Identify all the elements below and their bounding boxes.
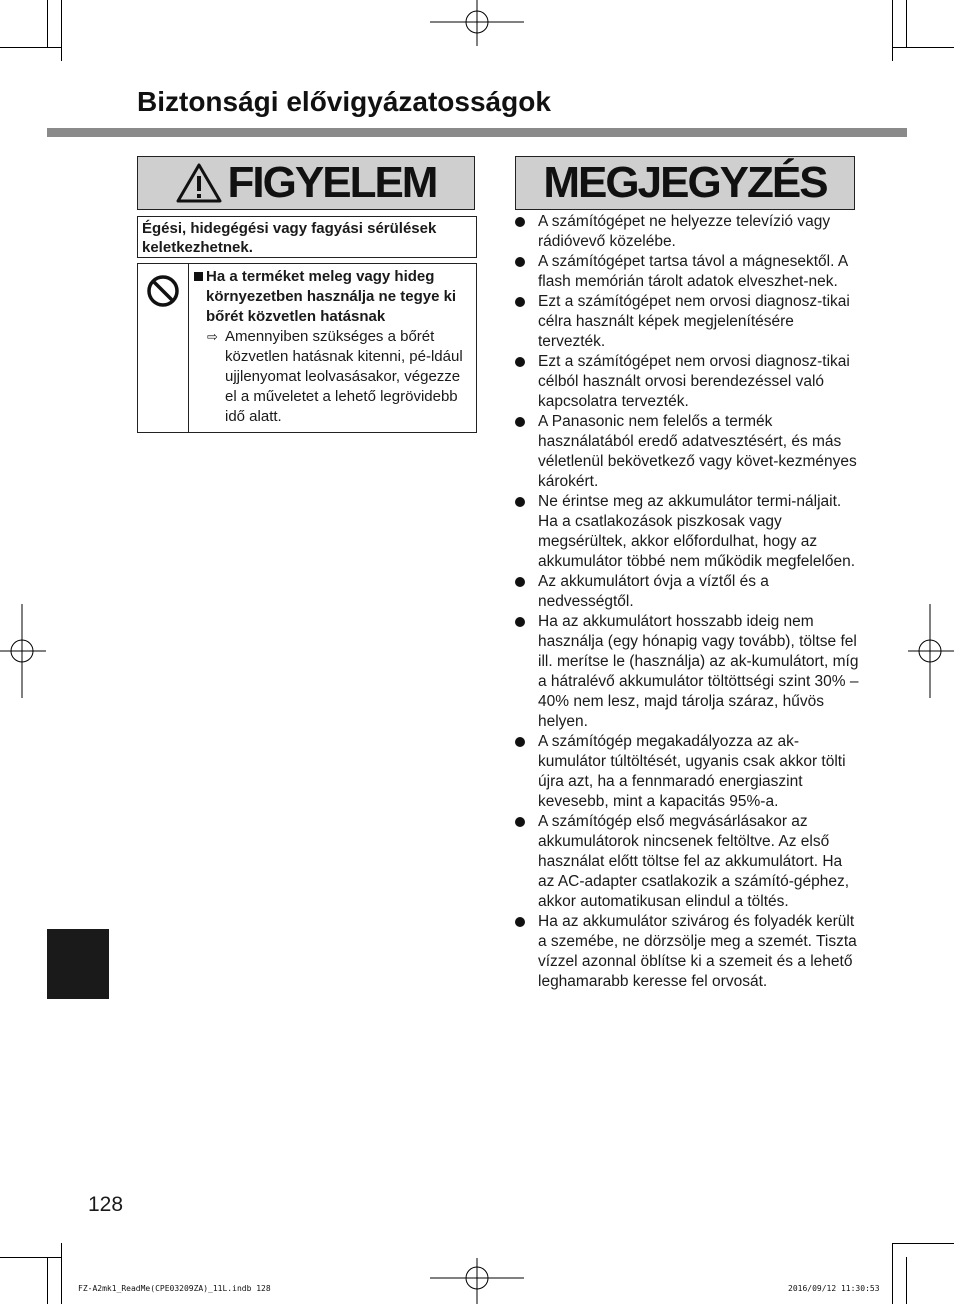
prohibition-icon bbox=[146, 274, 180, 308]
bullet-dot-icon bbox=[515, 577, 525, 587]
notes-heading: MEGJEGYZÉS bbox=[543, 158, 827, 207]
guidance-item bbox=[194, 327, 474, 427]
bullet-dot-icon bbox=[515, 817, 525, 827]
prohibition-text: Ha a terméket meleg vagy hideg környezetben használja ne tegye ki bőrét közvetlen hatásnak bbox=[206, 268, 457, 325]
registration-mark-top bbox=[430, 0, 524, 48]
list-item bbox=[515, 352, 859, 412]
title-rule bbox=[47, 128, 907, 137]
bullet-dot-icon bbox=[515, 617, 525, 627]
list-item bbox=[515, 412, 859, 492]
list-item bbox=[515, 292, 859, 352]
page-number: 128 bbox=[88, 1193, 124, 1216]
note-text: Ezt a számítógépet nem orvosi diagnosz-tikai célból használt orvosi berendezéssel való kapcsolatra tervezték. bbox=[538, 353, 850, 410]
bullet-dot-icon bbox=[515, 217, 525, 227]
list-item bbox=[515, 212, 859, 252]
prohibition-icon-cell bbox=[138, 264, 189, 432]
note-text: A számítógépet tartsa távol a mágnesektől. A flash memórián tárolt adatok elveszhet-nek. bbox=[538, 253, 848, 290]
instruction-body bbox=[194, 267, 474, 427]
list-item bbox=[515, 252, 859, 292]
guidance-text: Amennyiben szükséges a bőrét közvetlen hatásnak kitenni, pé-ldául ujjlenyomat leolvasásakor, végezze el a műveletet a lehető legrövidebb idő alatt. bbox=[225, 328, 463, 425]
bullet-dot-icon bbox=[515, 737, 525, 747]
bullet-dot-icon bbox=[515, 357, 525, 367]
note-text: A Panasonic nem felelős a termék használatából eredő adatvesztésért, és más véletlenül bekövetkező vagy követ-kezményes károkért. bbox=[538, 413, 857, 490]
bullet-dot-icon bbox=[515, 917, 525, 927]
notes-header bbox=[515, 156, 855, 210]
registration-mark-bottom bbox=[430, 1256, 524, 1304]
note-text: Az akkumulátort óvja a víztől és a nedvességtől. bbox=[538, 573, 769, 610]
note-text: A számítógépet ne helyezze televízió vagy rádióvevő közelébe. bbox=[538, 213, 831, 250]
footer-datetime: 2016/09/12 11:30:53 bbox=[788, 1284, 880, 1293]
note-text: A számítógép első megvásárlásakor az akkumulátorok nincsenek feltöltve. Az első használat előtt töltse fel az akkumulátort. Ha az AC-adapter csatlakozik a számító-géphez, akkor automatikusan elindul a töltés. bbox=[538, 813, 850, 910]
list-item bbox=[515, 912, 859, 992]
hollow-arrow-icon: ⇨ bbox=[207, 329, 218, 344]
registration-mark-right bbox=[906, 604, 954, 698]
note-text: Ha az akkumulátort hosszabb ideig nem használja (egy hónapig vagy tovább), töltse fel ill. merítse le (használja) az ak-kumulátort, míg a hátralévő akkumulátor töltöttségi szint 30% – 40% nem lesz, majd tárolja száraz, hűvös helyen. bbox=[538, 613, 859, 730]
instruction-box bbox=[137, 263, 477, 433]
footer-filename: FZ-A2mk1_ReadMe(CPE03209ZA)_11L.indb 128 bbox=[78, 1284, 271, 1293]
page-title: Biztonsági elővigyázatosságok bbox=[137, 86, 551, 117]
registration-mark-left bbox=[0, 604, 48, 698]
list-item bbox=[515, 492, 859, 572]
note-text: A számítógép megakadályozza az ak-kumulátor túltöltését, ugyanis csak akkor tölti újra azt, ha a fennmaradó energiaszint kevesebb, mint a kapacitás 95%-a. bbox=[538, 733, 846, 810]
note-text: Ha az akkumulátor szivárog és folyadék került a szemébe, ne dörzsölje meg a szemét. Tiszta vízzel azonnal öblítse ki a szemeit és a lehető leghamarabb keresse fel orvosát. bbox=[538, 913, 857, 990]
notes-list bbox=[515, 212, 859, 992]
square-bullet-icon bbox=[194, 272, 203, 281]
bullet-dot-icon bbox=[515, 257, 525, 267]
warning-header bbox=[137, 156, 475, 210]
prohibition-item bbox=[194, 267, 474, 327]
list-item bbox=[515, 572, 859, 612]
bullet-dot-icon bbox=[515, 417, 525, 427]
warning-triangle-icon bbox=[176, 162, 222, 204]
note-text: Ne érintse meg az akkumulátor termi-náljait. Ha a csatlakozások piszkosak vagy megsérültek, akkor előfordulhat, hogy az akkumulátor többé nem működik megfelelően. bbox=[538, 493, 856, 570]
bullet-dot-icon bbox=[515, 297, 525, 307]
section-tab bbox=[47, 929, 109, 999]
note-text: Ezt a számítógépet nem orvosi diagnosz-tikai célra használt képek megjelenítésére tervezték. bbox=[538, 293, 850, 350]
list-item bbox=[515, 612, 859, 732]
warning-heading: FIGYELEM bbox=[227, 158, 437, 207]
list-item bbox=[515, 732, 859, 812]
hazard-statement: Égési, hidegégési vagy fagyási sérülések keletkezhetnek. bbox=[137, 216, 477, 258]
list-item bbox=[515, 812, 859, 912]
bullet-dot-icon bbox=[515, 497, 525, 507]
